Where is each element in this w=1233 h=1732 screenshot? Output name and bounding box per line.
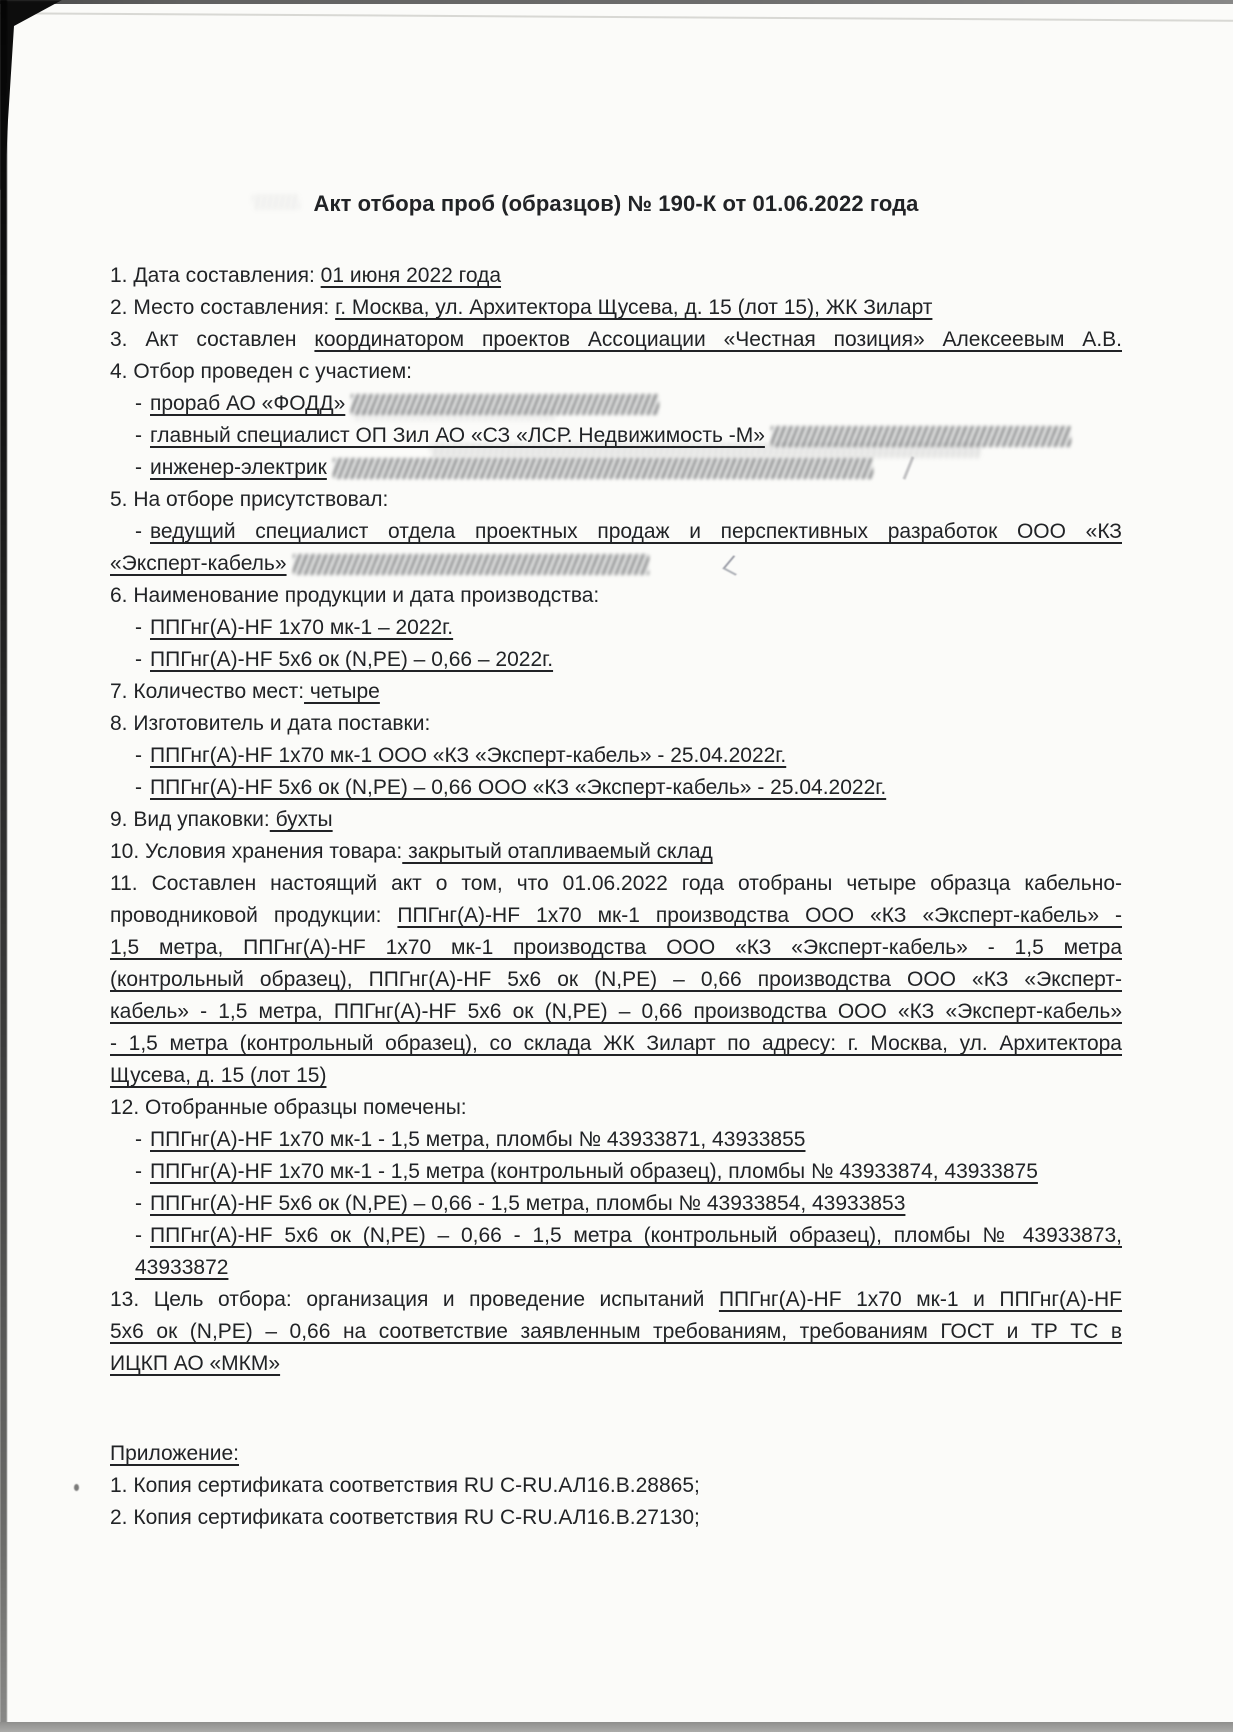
item-1-label: 1. Дата составления:: [110, 264, 321, 287]
item-4-label: 4. Отбор проведен с участием:: [110, 360, 413, 383]
item-5-sub-line-2: [110, 548, 1122, 580]
item-6-label: 6. Наименование продукции и дата производства:: [110, 584, 600, 607]
item-6: [110, 580, 1122, 612]
item-11-line-5: [110, 996, 1122, 1028]
item-11-text-underlined: кабель» - 1,5 метра, ППГнг(А)-HF 5х6 ок (N,PE) – 0,66 производства ООО «КЗ «Эксперт-кабель»: [110, 1000, 1122, 1023]
item-11-text-underlined: ППГнг(А)-HF 1х70 мк-1 производства ООО «КЗ «Эксперт-кабель» -: [397, 904, 1122, 927]
sample-seal-line: ППГнг(А)-HF 5х6 ок (N,PE) – 0,66 - 1,5 метра (контрольный образец), пломбы № 43933873,: [150, 1224, 1122, 1247]
item-3-value: координатором проектов Ассоциации «Честная позиция» Алексеевым А.В.: [314, 328, 1122, 351]
dash: -: [135, 1160, 142, 1183]
redacted-signature: [351, 394, 659, 415]
item-12-sub-1: [110, 1124, 1122, 1156]
participant-role: главный специалист ОП Зил АО «СЗ «ЛСР. Недвижимость -М»: [150, 424, 765, 447]
item-11-text: 11. Составлен настоящий акт о том, что 01.06.2022 года отобраны четыре образца кабельно-: [110, 872, 1122, 895]
item-5-label: 5. На отборе присутствовал:: [110, 488, 389, 511]
item-2-label: 2. Место составления:: [110, 296, 336, 319]
item-2: [110, 292, 1122, 324]
item-4-sub-1: [110, 388, 1122, 420]
item-4-sub-3: [110, 452, 1122, 484]
item-1-value: 01 июня 2022 года: [320, 264, 502, 287]
item-2-value: г. Москва, ул. Архитектора Щусева, д. 15 (лот 15), ЖК Зиларт: [335, 296, 933, 319]
item-11-text: проводниковой продукции:: [110, 904, 398, 927]
item-13-text: 13. Цель отбора: организация и проведение испытаний: [110, 1288, 719, 1311]
item-11-text-underlined: Щусева, д. 15 (лот 15): [110, 1064, 327, 1087]
document-title: Акт отбора проб (образцов) № 190-К от 01.06.2022 года: [313, 191, 919, 216]
manufacturer-line: ППГнг(А)-HF 5х6 ок (N,PE) – 0,66 ООО «КЗ «Эксперт-кабель» - 25.04.2022г.: [150, 776, 887, 799]
attendee-role-cont: «Эксперт-кабель»: [110, 552, 287, 575]
dash: -: [135, 1192, 142, 1215]
item-5-sub-line-1: [110, 516, 1122, 548]
item-10-label: 10. Условия хранения товара:: [110, 840, 403, 863]
item-7-label: 7. Количество мест:: [110, 680, 305, 703]
item-11-text-underlined: (контрольный образец), ППГнг(А)-HF 5х6 ок (N,PE) – 0,66 производства ООО «КЗ «Эксперт-: [110, 968, 1122, 991]
dash: -: [135, 520, 142, 543]
item-13-line-2: [110, 1316, 1122, 1348]
item-3-label: 3. Акт составлен: [110, 328, 315, 351]
item-11-line-7: [110, 1060, 1122, 1092]
item-13-line-3: [110, 1348, 1122, 1380]
document-page: [110, 0, 1122, 1534]
item-11-line-1: [110, 868, 1122, 900]
redacted-signature: [293, 554, 649, 575]
pen-tick-mark: [722, 555, 746, 575]
item-5: [110, 484, 1122, 516]
manufacturer-line: ППГнг(А)-HF 1х70 мк-1 ООО «КЗ «Эксперт-кабель» - 25.04.2022г.: [150, 744, 787, 767]
redacted-signature: [333, 458, 873, 479]
item-13-text-underlined: ИЦКП АО «МКМ»: [110, 1352, 281, 1375]
item-12: [110, 1092, 1122, 1124]
item-10: [110, 836, 1122, 868]
dash: -: [135, 456, 142, 479]
item-8-sub-2: [110, 772, 1122, 804]
redacted-signature: [771, 426, 1071, 447]
item-8-label: 8. Изготовитель и дата поставки:: [110, 712, 431, 735]
item-12-label: 12. Отобранные образцы помечены:: [110, 1096, 467, 1119]
item-7: [110, 676, 1122, 708]
item-11-line-3: [110, 932, 1122, 964]
dash: -: [135, 392, 142, 415]
dash: -: [135, 616, 142, 639]
item-3: [110, 324, 1122, 356]
item-13-text-underlined: 5х6 ок (N,PE) – 0,66 на соответствие заявленным требованиям, требованиям ГОСТ и ТР ТС в: [110, 1320, 1122, 1343]
item-9-label: 9. Вид упаковки:: [110, 808, 270, 831]
appendix-item-1: [110, 1470, 1122, 1502]
scan-edge-left: [0, 0, 7, 1732]
item-6-sub-2: [110, 644, 1122, 676]
sample-seal-line: ППГнг(А)-HF 5х6 ок (N,PE) – 0,66 - 1,5 метра, пломбы № 43933854, 43933853: [150, 1192, 906, 1215]
item-11-line-4: [110, 964, 1122, 996]
dash: -: [135, 744, 142, 767]
item-4-sub-2: [110, 420, 1122, 452]
scan-corner-shadow: [0, 0, 70, 190]
item-4: [110, 356, 1122, 388]
item-11-line-2: [110, 900, 1122, 932]
certificate-copy-line: 1. Копия сертификата соответствия RU C-RU.АЛ16.В.28865;: [110, 1474, 700, 1497]
item-11-line-6: [110, 1028, 1122, 1060]
participant-role: инженер-электрик: [150, 456, 327, 479]
dash: -: [135, 648, 142, 671]
sample-seal-line-cont: 43933872: [135, 1256, 229, 1279]
appendix-heading: [110, 1438, 1122, 1470]
item-12-sub-4-line-1: [110, 1220, 1122, 1252]
dash: -: [135, 776, 142, 799]
item-12-sub-4-line-2: [110, 1252, 1122, 1284]
product-name: ППГнг(А)-HF 1х70 мк-1 – 2022г.: [150, 616, 454, 639]
sample-seal-line: ППГнг(А)-HF 1х70 мк-1 - 1,5 метра, пломбы № 43933871, 43933855: [150, 1128, 806, 1151]
item-13-line-1: [110, 1284, 1122, 1316]
dash: -: [135, 424, 142, 447]
document-body: [110, 260, 1122, 1534]
participant-role: прораб АО «ФОДД»: [150, 392, 346, 415]
attendee-role: ведущий специалист отдела проектных продаж и перспективных разработок ООО «КЗ: [150, 520, 1122, 543]
scan-edge-bottom: [0, 1722, 1233, 1732]
pen-mark: [902, 456, 914, 479]
dash: -: [135, 1224, 142, 1247]
product-name: ППГнг(А)-HF 5х6 ок (N,PE) – 0,66 – 2022г.: [150, 648, 554, 671]
dash: -: [135, 1128, 142, 1151]
item-12-sub-3: [110, 1188, 1122, 1220]
item-6-sub-1: [110, 612, 1122, 644]
scan-speck: [74, 1484, 79, 1491]
certificate-copy-line: 2. Копия сертификата соответствия RU C-RU.АЛ16.В.27130;: [110, 1506, 700, 1529]
item-12-sub-2: [110, 1156, 1122, 1188]
item-11-text-underlined: 1,5 метра, ППГнг(А)-HF 1х70 мк-1 производства ООО «КЗ «Эксперт-кабель» - 1,5 метра: [110, 936, 1122, 959]
item-8: [110, 708, 1122, 740]
item-7-value: четыре: [304, 680, 380, 703]
item-11-text-underlined: - 1,5 метра (контрольный образец), со склада ЖК Зиларт по адресу: г. Москва, ул. Архитектора: [110, 1032, 1122, 1055]
appendix-item-2: [110, 1502, 1122, 1534]
item-9: [110, 804, 1122, 836]
appendix-heading-text: Приложение:: [110, 1442, 240, 1465]
item-8-sub-1: [110, 740, 1122, 772]
item-9-value: бухты: [269, 808, 333, 831]
item-1: [110, 260, 1122, 292]
item-13-text-underlined: ППГнг(А)-HF 1х70 мк-1 и ППГнг(А)-HF: [718, 1288, 1122, 1311]
sample-seal-line: ППГнг(А)-HF 1х70 мк-1 - 1,5 метра (контрольный образец), пломбы № 43933874, 43933875: [150, 1160, 1038, 1183]
item-10-value: закрытый отапливаемый склад: [402, 840, 713, 863]
